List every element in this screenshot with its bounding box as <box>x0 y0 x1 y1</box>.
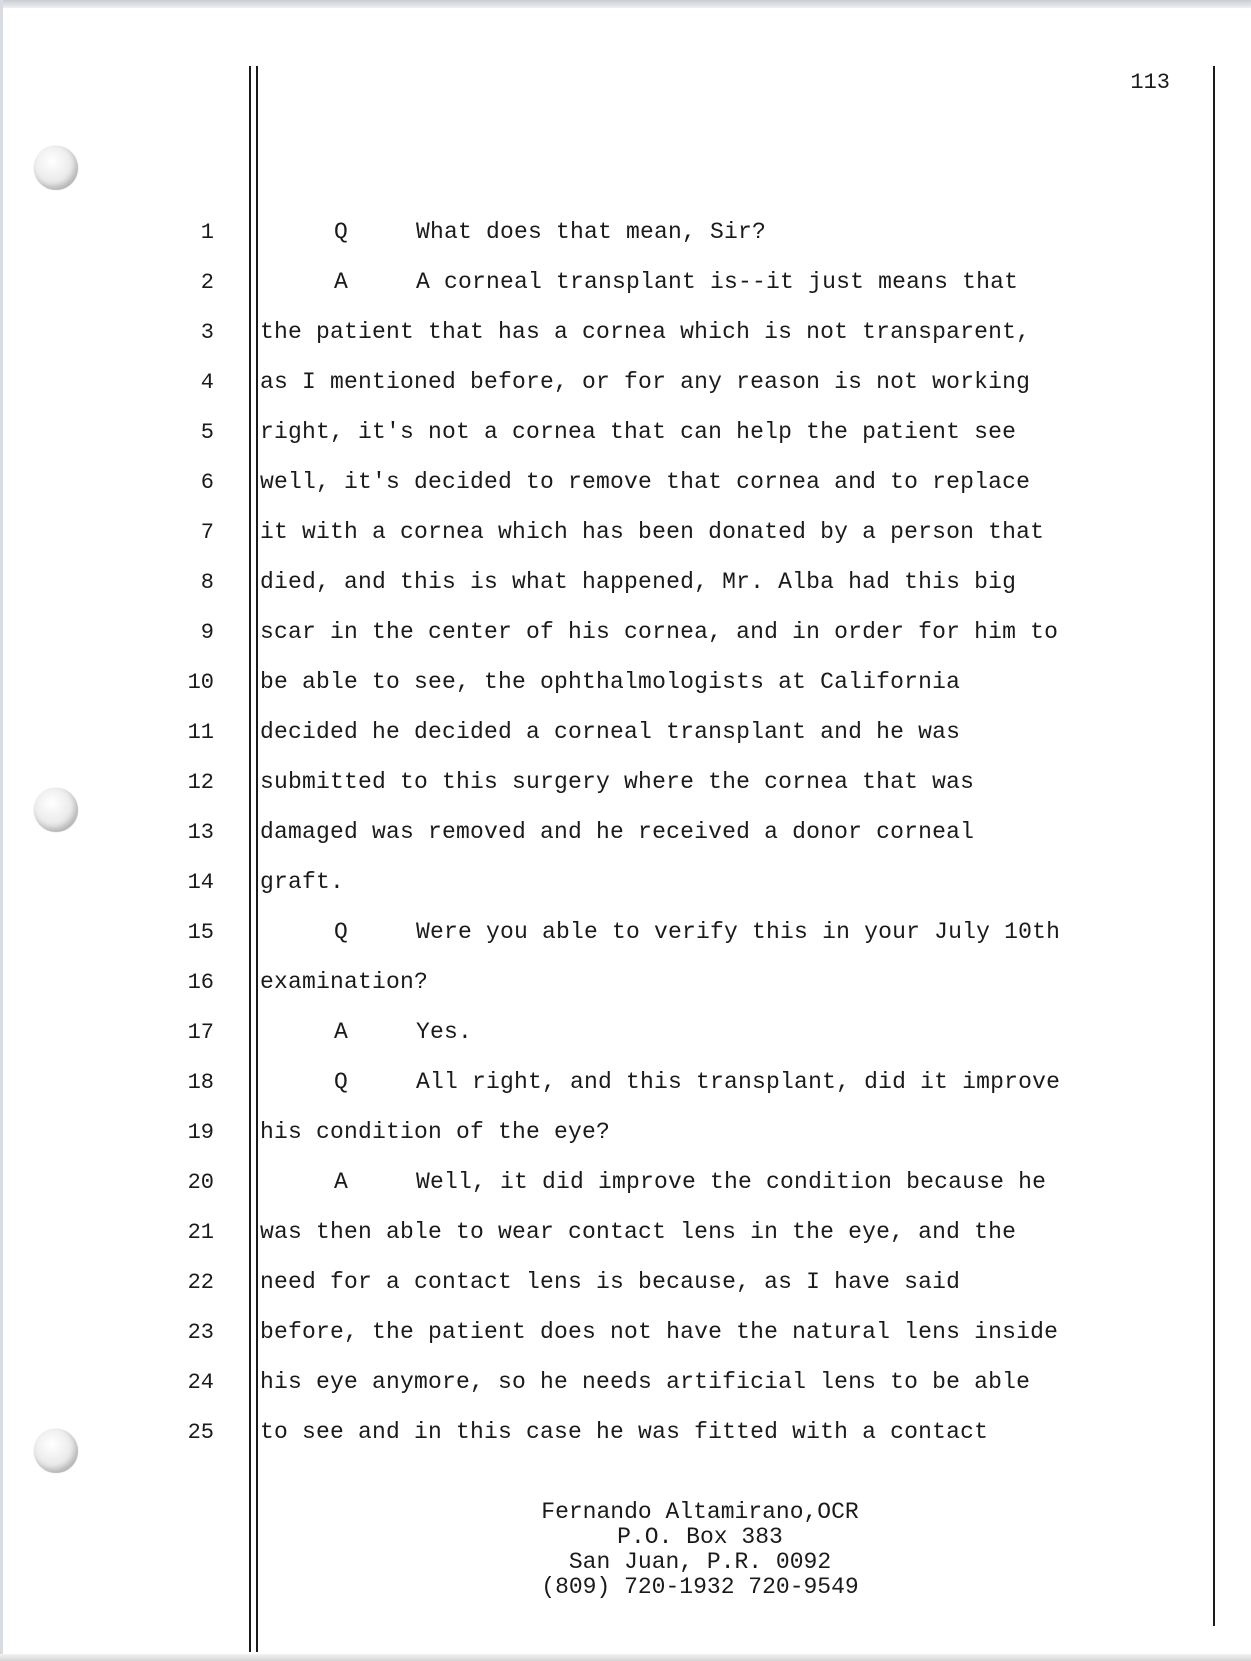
transcript-line-text: to see and in this case he was fitted with a contact <box>260 1419 989 1445</box>
line-number: 20 <box>187 1170 214 1195</box>
line-number: 11 <box>187 720 214 745</box>
transcript-line-text: decided he decided a corneal transplant and he was <box>260 719 961 745</box>
transcript-line <box>334 1069 1060 1095</box>
transcript-line-text: before, the patient does not have the natural lens inside <box>260 1319 1059 1345</box>
transcript-line <box>260 1319 1058 1345</box>
reporter-address-line-1: P.O. Box 383 <box>617 1524 783 1550</box>
transcript-line <box>260 819 974 845</box>
line-number: 14 <box>187 870 214 895</box>
transcript-line-text: Well, it did improve the condition because he <box>416 1169 1047 1195</box>
transcript-line-text: it with a cornea which has been donated by a person that <box>260 519 1045 545</box>
line-number: 18 <box>187 1070 214 1095</box>
transcript-line <box>334 919 1060 945</box>
transcript-line <box>260 1269 960 1295</box>
line-number: 4 <box>200 370 214 395</box>
transcript-line <box>260 869 344 895</box>
reporter-address-line-2: San Juan, P.R. 0092 <box>568 1549 832 1575</box>
scan-edge-top <box>0 0 1251 8</box>
transcript-line-text: his eye anymore, so he needs artificial lens to be able <box>260 1369 1031 1395</box>
reporter-phones: (809) 720-1932 720-9549 <box>541 1574 859 1600</box>
line-number: 21 <box>187 1220 214 1245</box>
question-marker: Q <box>334 919 349 945</box>
margin-rule-left-outer <box>249 66 251 1652</box>
transcript-line <box>260 569 1016 595</box>
transcript-line-text: graft. <box>260 869 345 895</box>
transcript-line <box>260 769 974 795</box>
transcript-line-text: Were you able to verify this in your July 10th <box>416 919 1061 945</box>
line-number: 5 <box>200 420 214 445</box>
margin-rule-left-inner <box>256 66 258 1652</box>
reporter-footer <box>460 1500 940 1600</box>
transcript-line <box>334 269 1018 295</box>
transcript-line-text: damaged was removed and he received a donor corneal <box>260 819 975 845</box>
line-number: 12 <box>187 770 214 795</box>
punch-hole-middle <box>34 788 78 832</box>
transcript-line-text: died, and this is what happened, Mr. Alba had this big <box>260 569 1017 595</box>
line-number: 1 <box>200 220 214 245</box>
transcript-line-text: well, it's decided to remove that cornea and to replace <box>260 469 1031 495</box>
scan-edge-left <box>0 0 3 1661</box>
transcript-line <box>260 519 1044 545</box>
margin-rule-right <box>1213 66 1215 1626</box>
line-number: 19 <box>187 1120 214 1145</box>
line-number: 7 <box>200 520 214 545</box>
answer-marker: A <box>334 269 349 295</box>
transcript-line <box>260 469 1030 495</box>
line-number: 16 <box>187 970 214 995</box>
transcript-line-text: A corneal transplant is--it just means that <box>416 269 1019 295</box>
line-number: 3 <box>200 320 214 345</box>
line-number: 6 <box>200 470 214 495</box>
question-marker: Q <box>334 1069 349 1095</box>
punch-hole-bottom <box>34 1429 78 1473</box>
transcript-line <box>260 419 1016 445</box>
transcript-line <box>334 1019 472 1045</box>
punch-hole-top <box>34 146 78 190</box>
transcript-line-text: was then able to wear contact lens in the eye, and the <box>260 1219 1017 1245</box>
line-number: 13 <box>187 820 214 845</box>
line-number: 2 <box>200 270 214 295</box>
transcript-line-text: as I mentioned before, or for any reason is not working <box>260 369 1031 395</box>
line-number: 17 <box>187 1020 214 1045</box>
transcript-line <box>260 369 1030 395</box>
transcript-line-text: submitted to this surgery where the cornea that was <box>260 769 975 795</box>
transcript-line <box>260 1419 988 1445</box>
transcript-line-text: right, it's not a cornea that can help the patient see <box>260 419 1017 445</box>
line-number: 22 <box>187 1270 214 1295</box>
transcript-line-text: Yes. <box>416 1019 473 1045</box>
transcript-line-text: All right, and this transplant, did it improve <box>416 1069 1061 1095</box>
line-number: 10 <box>187 670 214 695</box>
reporter-name: Fernando Altamirano,OCR <box>541 1499 859 1525</box>
transcript-line-text: scar in the center of his cornea, and in order for him to <box>260 619 1059 645</box>
line-number: 24 <box>187 1370 214 1395</box>
scan-edge-bottom <box>0 1654 1251 1661</box>
transcript-line <box>334 219 766 245</box>
line-number: 25 <box>187 1420 214 1445</box>
line-number: 8 <box>200 570 214 595</box>
transcript-line-text: examination? <box>260 969 429 995</box>
transcript-line <box>260 619 1058 645</box>
transcript-line-text: What does that mean, Sir? <box>416 219 767 245</box>
transcript-line <box>260 969 428 995</box>
transcript-line <box>260 719 960 745</box>
transcript-line-text: be able to see, the ophthalmologists at California <box>260 669 961 695</box>
transcript-line-text: the patient that has a cornea which is not transparent, <box>260 319 1031 345</box>
transcript-line <box>260 669 960 695</box>
page-number: 113 <box>1130 70 1170 95</box>
transcript-line <box>260 1219 1016 1245</box>
transcript-line <box>260 1369 1030 1395</box>
line-number: 15 <box>187 920 214 945</box>
transcript-line-text: his condition of the eye? <box>260 1119 611 1145</box>
line-number: 23 <box>187 1320 214 1345</box>
line-number: 9 <box>200 620 214 645</box>
transcript-line <box>260 1119 610 1145</box>
answer-marker: A <box>334 1169 349 1195</box>
transcript-line <box>260 319 1030 345</box>
question-marker: Q <box>334 219 349 245</box>
transcript-line-text: need for a contact lens is because, as I have said <box>260 1269 961 1295</box>
answer-marker: A <box>334 1019 349 1045</box>
transcript-line <box>334 1169 1046 1195</box>
